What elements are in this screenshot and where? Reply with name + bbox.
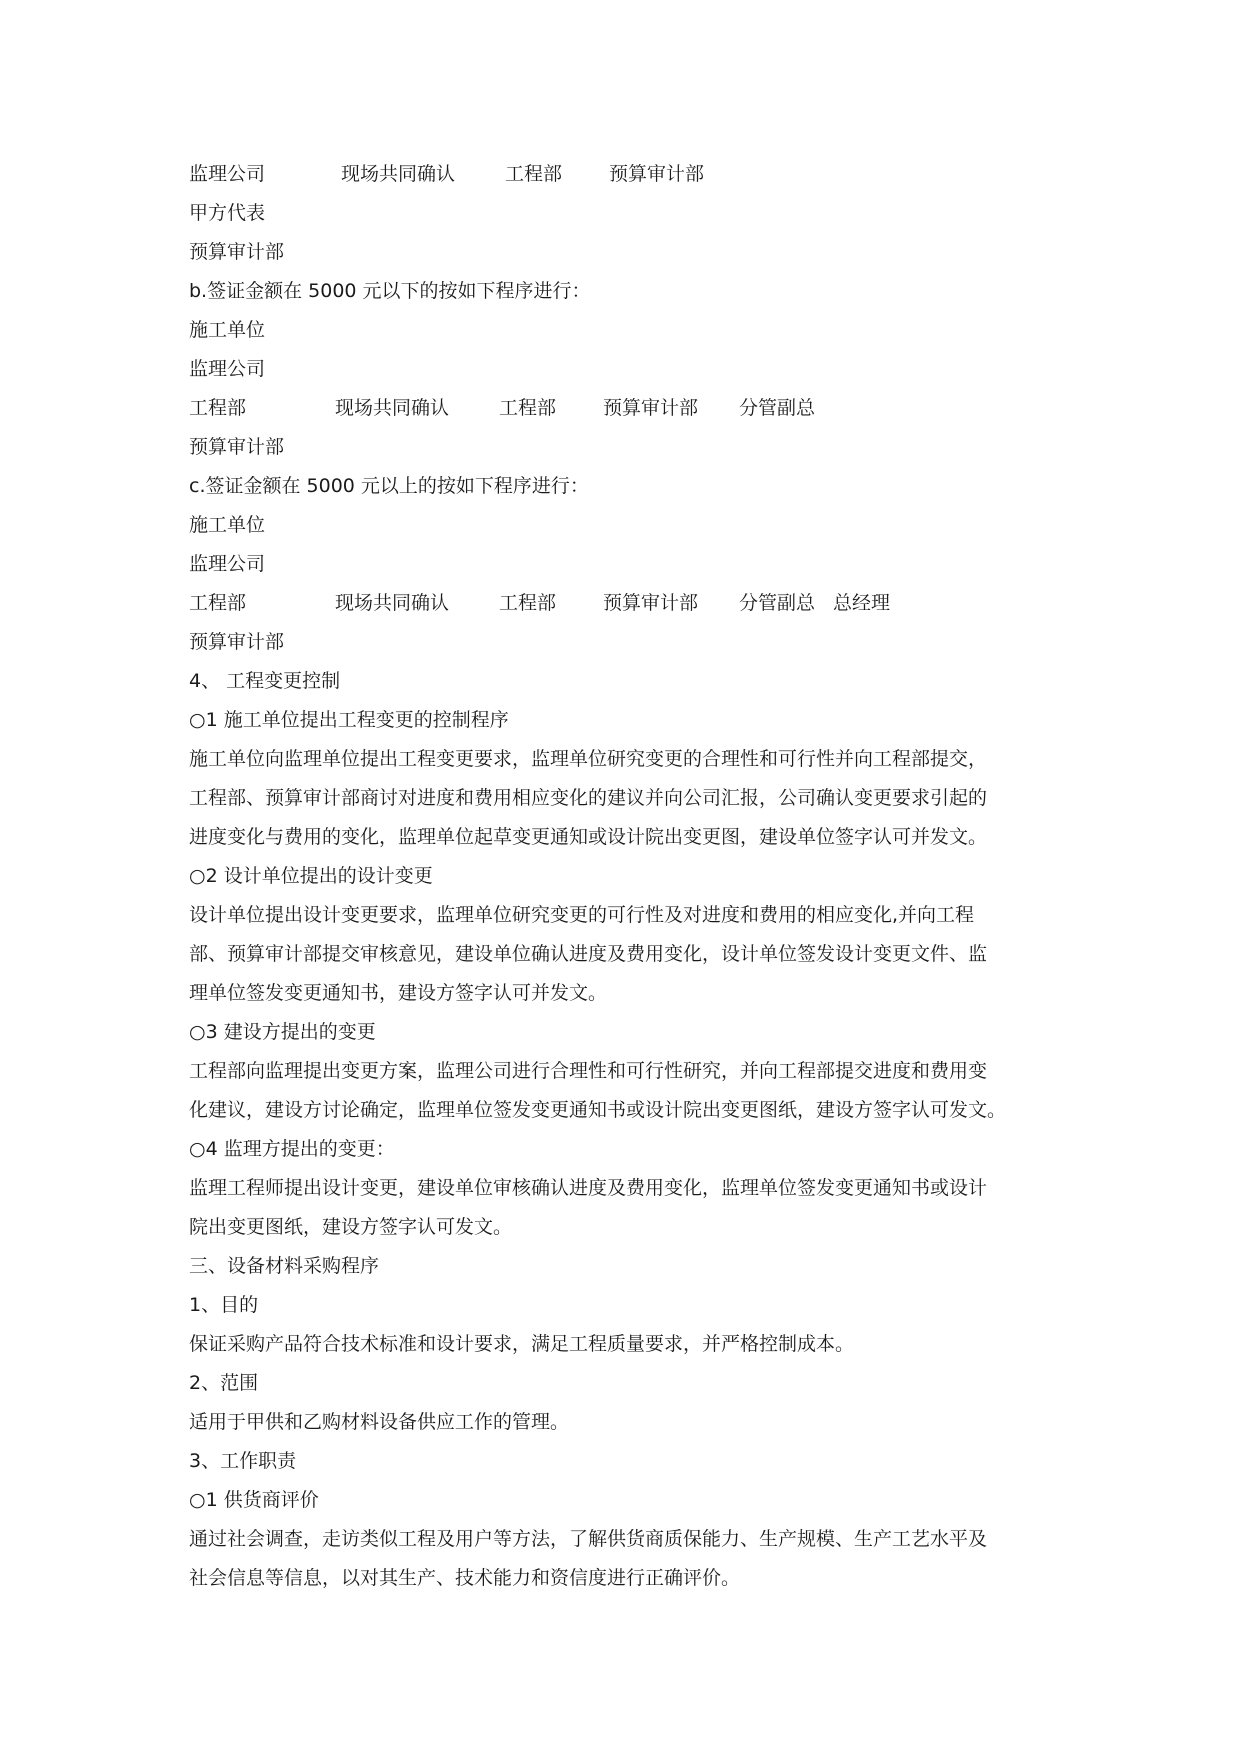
flow-c-node: 工程部	[499, 592, 557, 614]
section-c-line: 预算审计部	[189, 631, 285, 653]
part-3-s1-title: 1、目的	[189, 1294, 259, 1316]
flow-b-node: 分管副总	[739, 397, 816, 419]
section-c-line: 施工单位	[189, 514, 266, 536]
paragraph-line: 理单位签发变更通知书，建设方签字认可并发文。	[189, 982, 608, 1004]
flow-a-row	[189, 155, 1051, 194]
part-3-s2-title: 2、范围	[189, 1372, 259, 1394]
section-b-flow-row	[189, 389, 1051, 428]
flow-a-line: 甲方代表	[189, 202, 266, 224]
section-4-sub1-title: ○1 施工单位提出工程变更的控制程序	[189, 709, 509, 731]
part-3-heading: 三、设备材料采购程序	[189, 1255, 380, 1277]
paragraph-line: 监理工程师提出设计变更，建设单位审核确认进度及费用变化，监理单位签发变更通知书或设计	[189, 1177, 988, 1199]
flow-b-node: 现场共同确认	[335, 397, 450, 419]
paragraph-line: 院出变更图纸，建设方签字认可发文。	[189, 1216, 513, 1238]
section-c-line: 监理公司	[189, 553, 266, 575]
section-b-line: 预算审计部	[189, 436, 285, 458]
part-3-s2-text: 适用于甲供和乙购材料设备供应工作的管理。	[189, 1411, 570, 1433]
section-c-heading: c.签证金额在 5000 元以上的按如下程序进行：	[189, 475, 589, 497]
flow-c-node: 总经理	[833, 592, 891, 614]
section-4-sub2-paragraph	[189, 896, 1051, 1013]
section-b-heading: b.签证金额在 5000 元以下的按如下程序进行：	[189, 280, 591, 302]
section-4-sub2-title: ○2 设计单位提出的设计变更	[189, 865, 433, 887]
flow-a-node: 现场共同确认	[341, 163, 456, 185]
section-4-sub4-paragraph	[189, 1169, 1051, 1247]
part-3-s1-text: 保证采购产品符合技术标准和设计要求，满足工程质量要求，并严格控制成本。	[189, 1333, 855, 1355]
section-b-line: 施工单位	[189, 319, 266, 341]
section-4-sub3-title: ○3 建设方提出的变更	[189, 1021, 376, 1043]
section-4-sub3-paragraph	[189, 1052, 1051, 1130]
part-3-s3-title: 3、工作职责	[189, 1450, 297, 1472]
flow-a-node: 监理公司	[189, 163, 266, 185]
flow-a-node: 预算审计部	[609, 163, 705, 185]
document-page	[189, 155, 1051, 1598]
paragraph-line: 化建议，建设方讨论确定，监理单位签发变更通知书或设计院出变更图纸，建设方签字认可发文。	[189, 1099, 1007, 1121]
paragraph-line: 施工单位向监理单位提出工程变更要求，监理单位研究变更的合理性和可行性并向工程部提交，	[189, 748, 988, 770]
flow-b-node: 工程部	[499, 397, 557, 419]
paragraph-line: 社会信息等信息，以对其生产、技术能力和资信度进行正确评价。	[189, 1567, 741, 1589]
section-c-flow-row	[189, 584, 1051, 623]
section-4-sub1-paragraph	[189, 740, 1051, 857]
part-3-s3-sub1-title: ○1 供货商评价	[189, 1489, 319, 1511]
paragraph-line: 通过社会调查，走访类似工程及用户等方法，了解供货商质保能力、生产规模、生产工艺水平及	[189, 1528, 988, 1550]
paragraph-line: 部、预算审计部提交审核意见，建设单位确认进度及费用变化，设计单位签发设计变更文件、监	[189, 943, 988, 965]
paragraph-line: 进度变化与费用的变化，监理单位起草变更通知或设计院出变更图，建设单位签字认可并发文。	[189, 826, 988, 848]
paragraph-line: 工程部、预算审计部商讨对进度和费用相应变化的建议并向公司汇报，公司确认变更要求引起的	[189, 787, 988, 809]
flow-b-node: 预算审计部	[603, 397, 699, 419]
paragraph-line: 设计单位提出设计变更要求，监理单位研究变更的可行性及对进度和费用的相应变化,并向工程	[189, 904, 975, 926]
flow-c-node: 现场共同确认	[335, 592, 450, 614]
section-4-heading: 4、 工程变更控制	[189, 670, 341, 692]
flow-c-node: 分管副总	[739, 592, 816, 614]
flow-c-node: 工程部	[189, 592, 247, 614]
section-b-line: 监理公司	[189, 358, 266, 380]
flow-a-node: 工程部	[505, 163, 563, 185]
paragraph-line: 工程部向监理提出变更方案，监理公司进行合理性和可行性研究，并向工程部提交进度和费用变	[189, 1060, 988, 1082]
part-3-s3-sub1-paragraph	[189, 1520, 1051, 1598]
flow-a-line: 预算审计部	[189, 241, 285, 263]
flow-b-node: 工程部	[189, 397, 247, 419]
flow-c-node: 预算审计部	[603, 592, 699, 614]
section-4-sub4-title: ○4 监理方提出的变更：	[189, 1138, 395, 1160]
